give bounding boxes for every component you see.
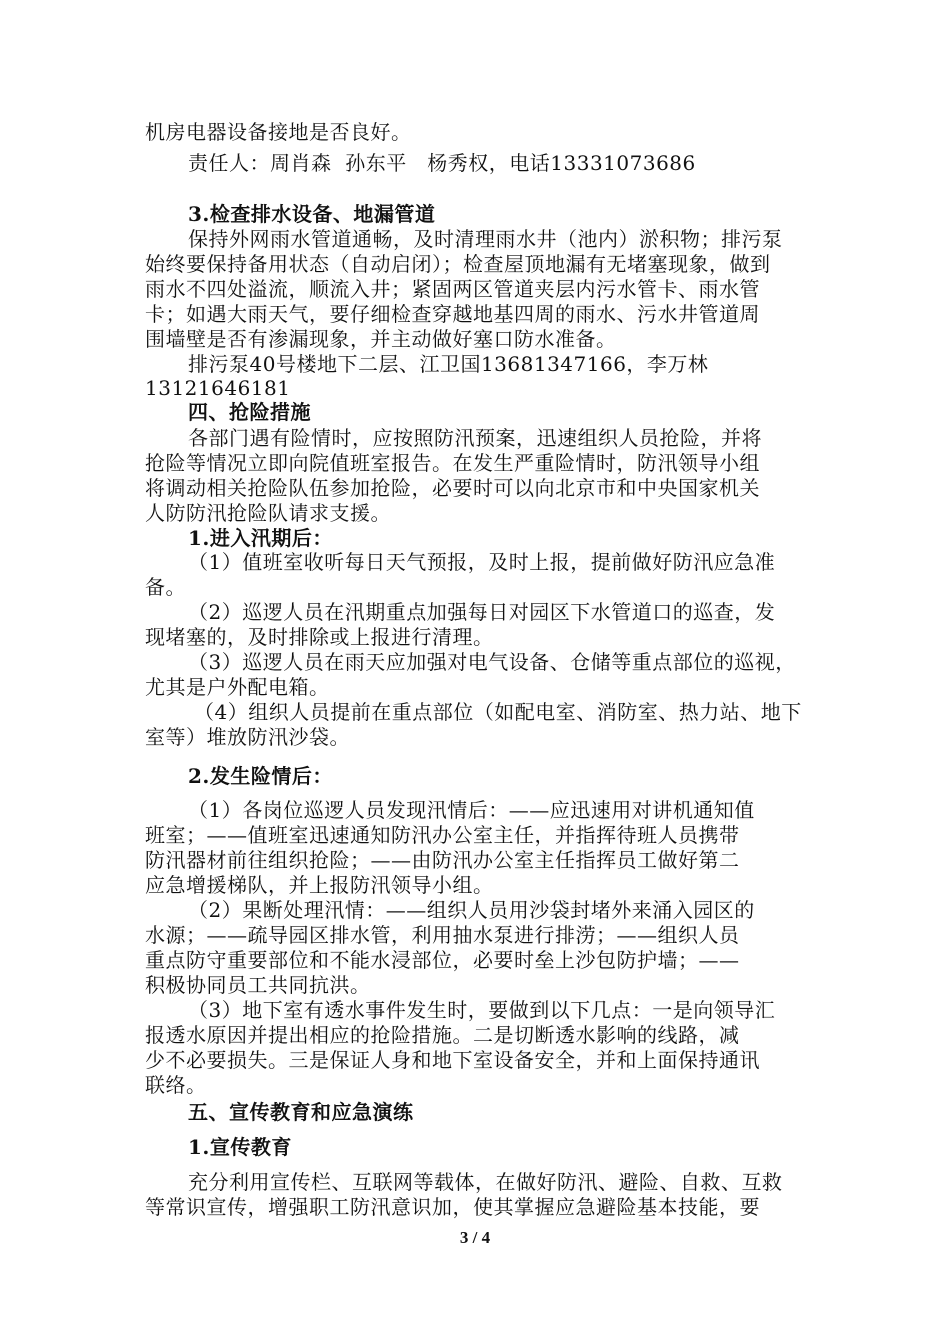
section-heading: 五、宣传教育和应急演练 [188, 1100, 414, 1124]
text-line: （2）巡逻人员在汛期重点加强每日对园区下水管道口的巡查，发 [188, 600, 776, 624]
text-line: （2）果断处理汛情：——组织人员用沙袋封堵外来涌入园区的 [188, 898, 755, 922]
text-line: 排污泵40号楼地下二层、江卫国13681347166，李万林 [188, 352, 709, 376]
text-line: 机房电器设备接地是否良好。 [145, 120, 412, 144]
text-line: （4）组织人员提前在重点部位（如配电室、消防室、热力站、地下 [194, 700, 802, 724]
text-line: 抢险等情况立即向院值班室报告。在发生严重险情时，防汛领导小组 [145, 451, 760, 475]
text-line: 人防防汛抢险队请求支援。 [145, 501, 391, 525]
text-line: 充分利用宣传栏、互联网等载体，在做好防汛、避险、自救、互救 [188, 1170, 783, 1194]
text-line: 少不必要损失。三是保证人身和地下室设备安全，并和上面保持通讯 [145, 1048, 760, 1072]
text-line: 等常识宣传，增强职工防汛意识加，使其掌握应急避险基本技能，要 [145, 1195, 760, 1219]
text-line: 备。 [145, 575, 186, 599]
text-line: （3）地下室有透水事件发生时，要做到以下几点：一是向领导汇 [188, 998, 776, 1022]
text-line: 应急增援梯队，并上报防汛领导小组。 [145, 873, 494, 897]
section-heading: 3.检查排水设备、地漏管道 [188, 202, 436, 226]
text-line: 水源；——疏导园区排水管，利用抽水泵进行排涝；——组织人员 [145, 923, 740, 947]
subsection-heading: 2.发生险情后： [188, 764, 333, 788]
text-line: 尤其是户外配电箱。 [145, 675, 330, 699]
subsection-heading: 1.进入汛期后： [188, 526, 333, 550]
text-line: 各部门遇有险情时，应按照防汛预案，迅速组织人员抢险，并将 [188, 426, 762, 450]
text-line: 将调动相关抢险队伍参加抢险，必要时可以向北京市和中央国家机关 [145, 476, 760, 500]
text-line: （1）各岗位巡逻人员发现汛情后：——应迅速用对讲机通知值 [188, 798, 755, 822]
text-line: 联络。 [145, 1073, 207, 1097]
text-line: （3）巡逻人员在雨天应加强对电气设备、仓储等重点部位的巡视， [188, 650, 796, 674]
text-line: 始终要保持备用状态（自动启闭）；检查屋顶地漏有无堵塞现象，做到 [145, 252, 771, 276]
subsection-heading: 1.宣传教育 [188, 1135, 292, 1159]
text-line: 报透水原因并提出相应的抢险措施。二是切断透水影响的线路，减 [145, 1023, 740, 1047]
text-line: （1）值班室收听每日天气预报，及时上报，提前做好防汛应急准 [188, 550, 776, 574]
text-line: 现堵塞的，及时排除或上报进行清理。 [145, 625, 494, 649]
text-line: 保持外网雨水管道通畅，及时清理雨水井（池内）淤积物；排污泵 [188, 227, 783, 251]
text-line: 防汛器材前往组织抢险；——由防汛办公室主任指挥员工做好第二 [145, 848, 740, 872]
text-line: 积极协同员工共同抗洪。 [145, 973, 371, 997]
text-line: 13121646181 [145, 376, 291, 400]
text-line: 卡；如遇大雨天气，要仔细检查穿越地基四周的雨水、污水井管道周 [145, 302, 760, 326]
text-line: 围墙壁是否有渗漏现象，并主动做好塞口防水准备。 [145, 327, 617, 351]
text-line: 班室；——值班室迅速通知防汛办公室主任，并指挥待班人员携带 [145, 823, 740, 847]
page-number: 3 / 4 [459, 1228, 491, 1247]
text-line: 责任人：周肖森 孙东平 杨秀权，电话13331073686 [188, 151, 696, 175]
section-heading: 四、抢险措施 [188, 400, 311, 424]
text-line: 室等）堆放防汛沙袋。 [145, 725, 350, 749]
text-line: 重点防守重要部位和不能水浸部位，必要时垒上沙包防护墙；—— [145, 948, 740, 972]
text-line: 雨水不四处溢流，顺流入井；紧固两区管道夹层内污水管卡、雨水管 [145, 277, 760, 301]
